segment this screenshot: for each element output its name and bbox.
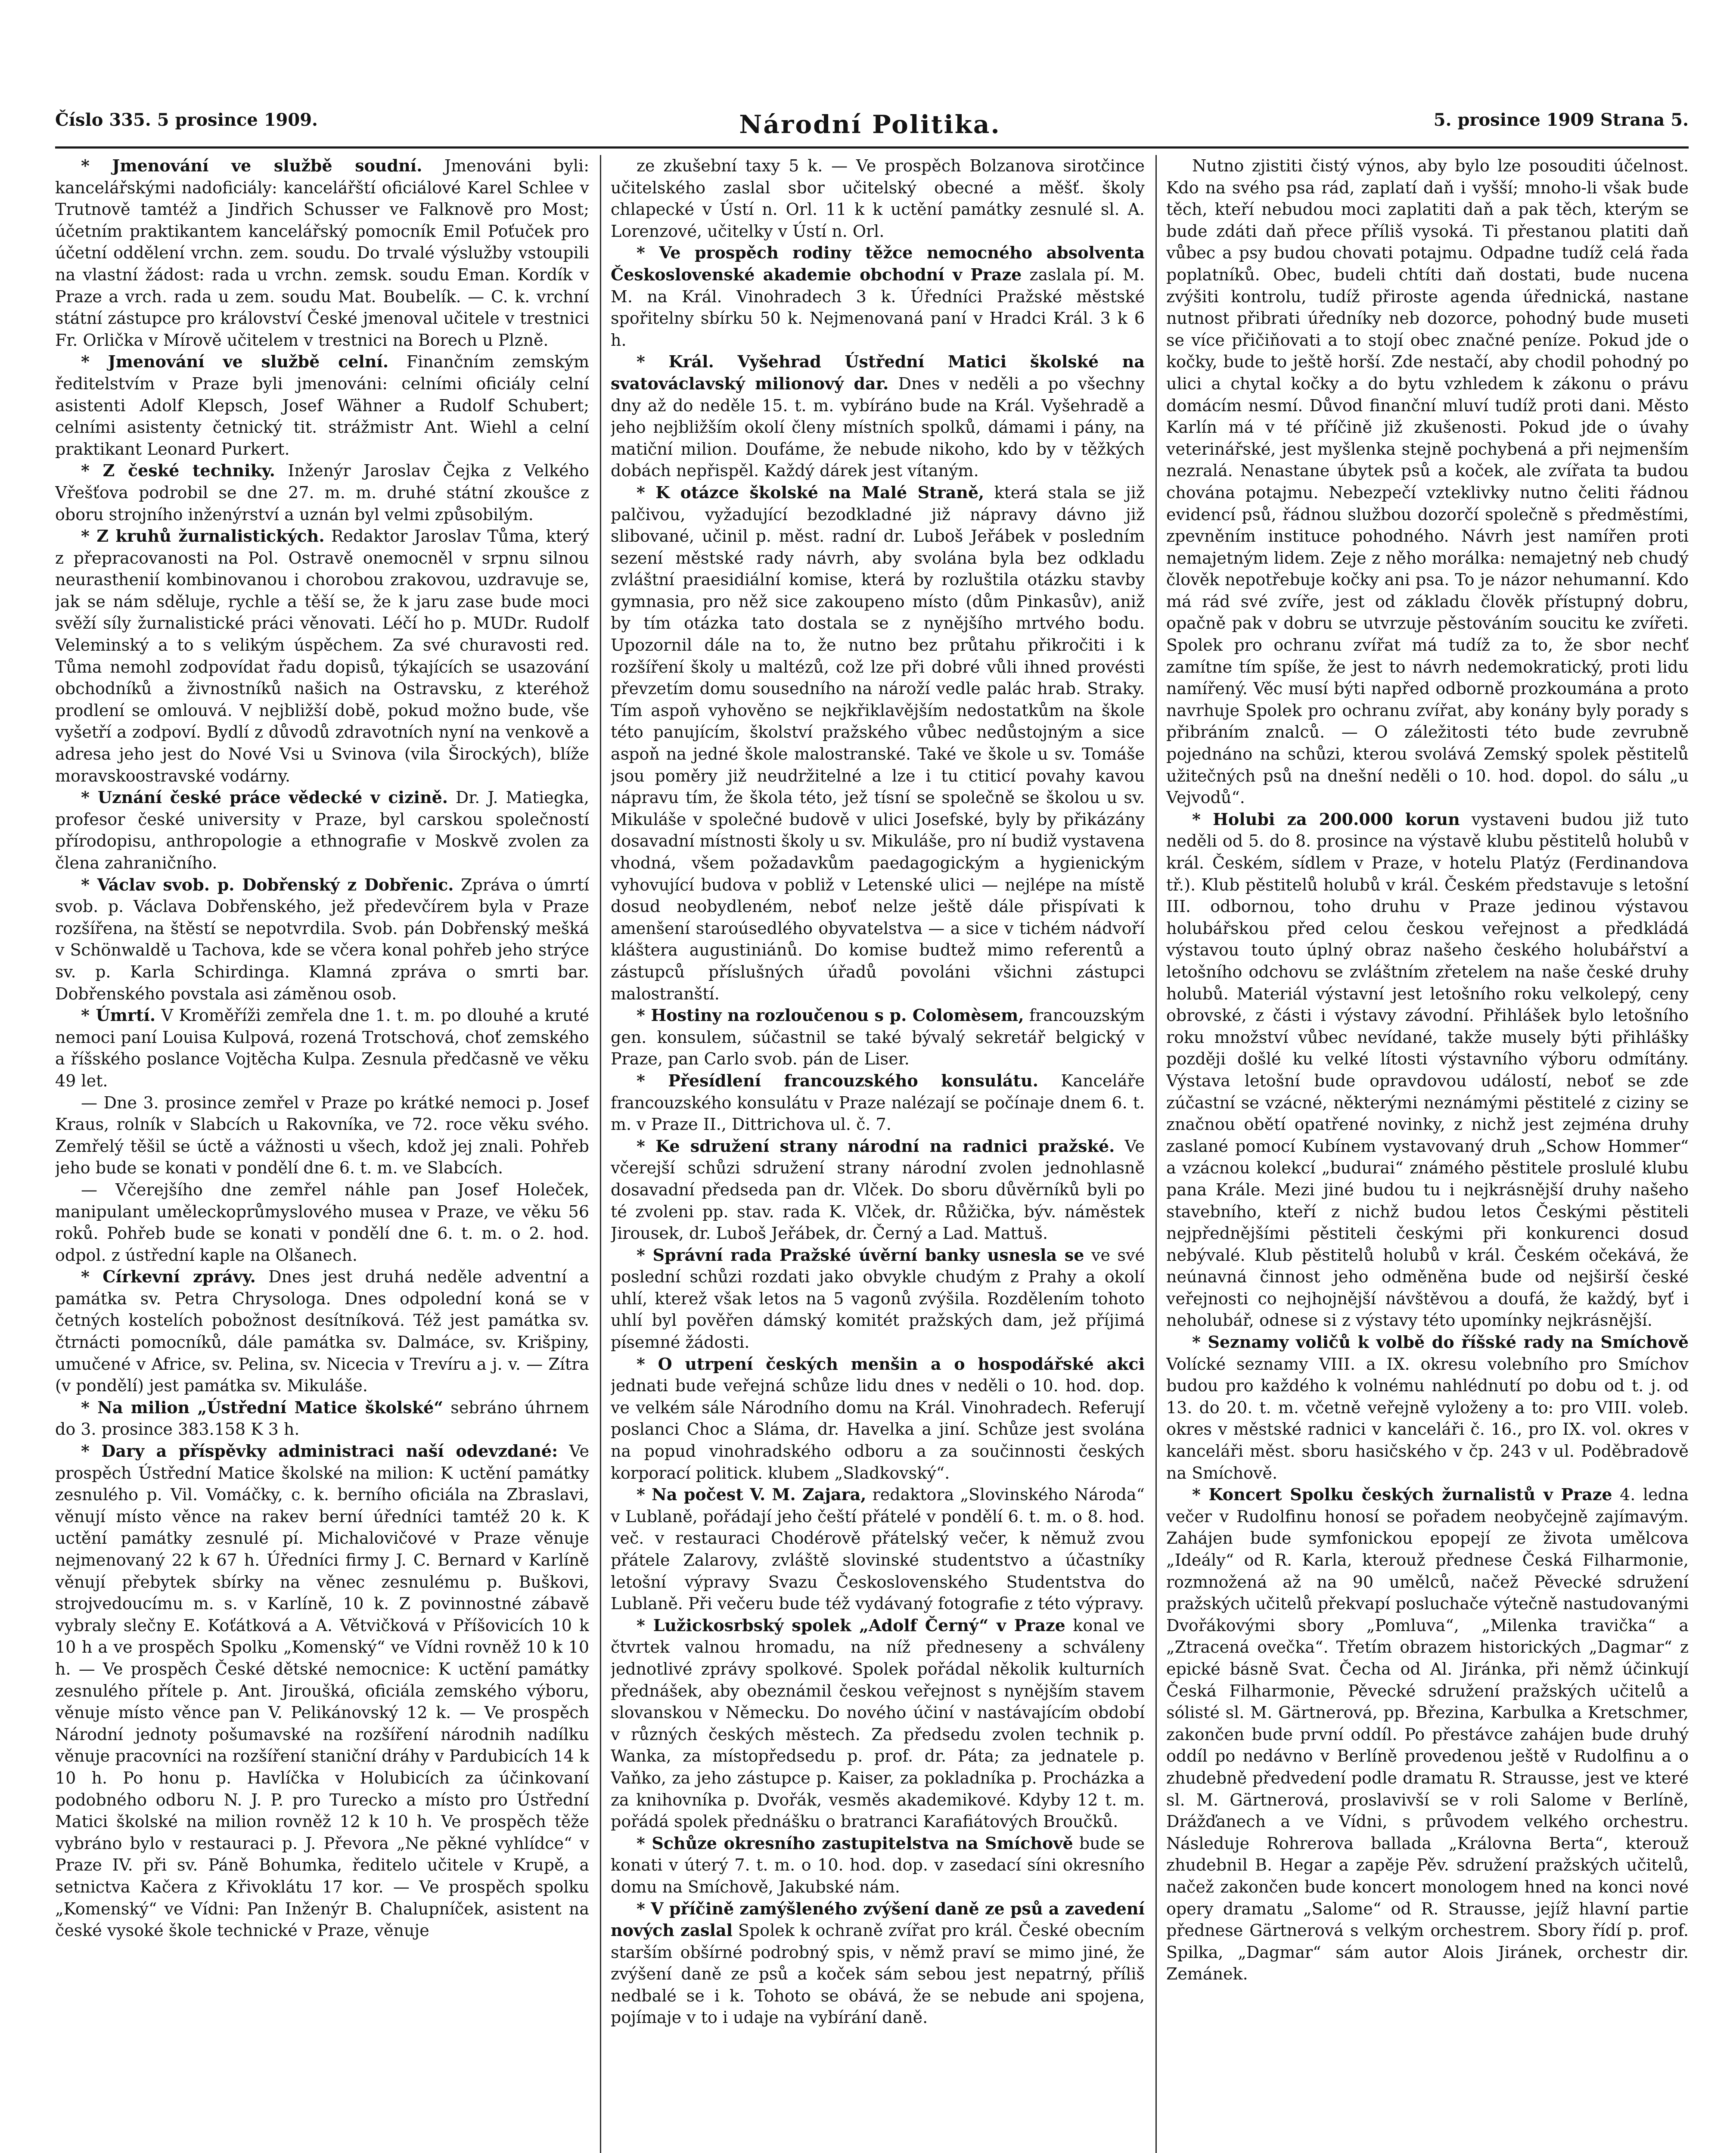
article-headline: * Z české techniky. — [81, 461, 275, 481]
article-paragraph — [1166, 1331, 1689, 1484]
article-headline: * Z kruhů žurnalistických. — [81, 526, 325, 546]
article-headline: * Hostiny na rozloučenou s p. Colomèsem, — [637, 1005, 1024, 1025]
article-text: Redaktor Jaroslav Tůma, který z přepracovanosti na Pol. Ostravě onemocněl v srpnu silnou neurasthenií kombinovanou i chorobou zrakovou, uzdravuje se, jak se nám sděluje, rychle a těší se, že k jaru zase bude moci svěží síly žurnalistické práci věnovati. Léčí ho p. MUDr. Rudolf Veleminský a to s velikým úspěchem. Za své churavosti red. Tůma nemohl zodpovídat řadu dopisů, týkajících se usazování obchodníků a živnostníků našich na Ostravsku, z kteréhož prodlení se omlouvá. V nejbližší době, pokud možno bude, vše vyšetří a zodpoví. Bydlí z důvodů zdravotních nyní na venkově a adresa jeho jest do Nové Vsi u Svinova (vila Širockých), blíže moravskoostravské vodárny. — [55, 527, 589, 785]
article-text: Spolek k ochraně zvířat pro král. České obecním starším obšírné podrobný spis, v němž praví se mimo jiné, že zvýšení daně ze psů a koček sám sebou jest nepatrný, příliš nedbalé se i k. Tohoto se obává, že se nebude ani spojena, pojímaje v to i udaje na vybírání daně. — [611, 1921, 1145, 2027]
article-paragraph — [55, 1005, 589, 1092]
article-text: jednati bude veřejná schůze lidu dnes v neděli o 10. hod. dop. ve velkém sále Národního domu na Král. Vinohradech. Referují poslanci Choc a Sláma, dr. Havelka a jiní. Schůze jest svolána na popud vinohradského odboru a za součinnosti českých korporací politick. klubem „Sladkovský“. — [611, 1376, 1145, 1483]
article-paragraph — [55, 460, 589, 525]
article-text: ze zkušební taxy 5 k. — Ve prospěch Bolzanova sirotčince učitelského zaslal sbor učitelský obecné a měšť. školy chlapecké v Ústí n. Orl. 11 k k uctění památky zesnulé sl. A. Lorenzové, učitelky v Ústí n. Orl. — [611, 156, 1145, 241]
article-paragraph — [611, 1833, 1145, 1898]
article-headline: * Lužickosrbský spolek „Adolf Černý“ v Praze — [637, 1615, 1065, 1635]
article-headline: * Holubi za 200.000 korun — [1192, 809, 1460, 829]
article-text: francouzským gen. konsulem, súčastnil se také bývalý sekretář belgický v Praze, pan Carlo svob. pán de Liser. — [611, 1006, 1145, 1069]
article-text: Dnes jest druhá neděle adventní a památka sv. Petra Chrysologa. Dnes odpolední koná se v četných kostelích pobožnost desítníková. Též jest památka sv. čtrnácti pomocníků, dále památka sv. Dalmáce, sv. Krišpiny, umučené v Africe, sv. Pelina, sv. Nicecia v Trevíru a j. v. — Zítra (v pondělí) jest památka sv. Mikuláše. — [55, 1267, 589, 1396]
article-paragraph — [55, 1179, 589, 1266]
article-text: která stala se již palčivou, vyžadující bezodkladné již nápravy dávno již slibované, učinil p. měst. radní dr. Luboš Jeřábek v posledním sezení městské rady návrh, aby svolána byla bez odkladu zvláštní praesidiální komise, která by rozluštila otázku stavby gymnasia, pro něž sice zakoupeno místo (dům Pinkasův), aniž by tím otázka tato dostala se z nynějšího mrtvého bodu. Upozornil dále na to, že nutno bez průtahu přikročiti i k rozšíření školy u maltézů, což lze při dobré vůli ihned provésti převzetím domu sousedního na nároží vedle palác hrab. Straky. Tím aspoň vyhověno se nejkřiklavějším nedostatkům na škole této panujícím, školství pražského vůbec nedůstojným a sice aspoň na jedné škole malostranské. Také ve škole u sv. Tomáše jsou poměry již neudržitelné a lze i tu ctiticí povahy kavou nápravu tím, že škola této, jež tísní se společně se školou u sv. Mikuláše v společné budově v ulici Josefské, byly by přikázány dosavadní místnosti školy u sv. Mikuláše, pro ní budiž vystavena vhodná, všem požadavkům paedagogickým a hygienickým vyhovující budova v pobliž v Letenské ulici — nejlépe na místě dosud neobydleném, neboť nelze ještě dále přispívati k amenšení staroúsedlého obyvatelstva — a sice v tichém nádvoří kláštera augustiniánů. Do komise budtež mimo referentů a zástupců příslušných úřadů povoláni všichni zástupci malostranští. — [611, 483, 1145, 1003]
article-headline: * Král. Vyšehrad Ústřední Matici školské na svatováclavský milionový dar. — [611, 352, 1145, 393]
article-paragraph — [1166, 1484, 1689, 1985]
article-headline: * V příčině zamýšleného zvýšení daně ze psů a zavedení nových zaslal — [611, 1899, 1145, 1940]
article-text: Jmenováni byli: kancelářskými nadoficiály: kancelářští oficiálové Karel Schlee v Trutnově tamtéž a Jindřich Schusser ve Falknově pro Most; účetním praktikantem kancelářský pomocník Emil Poťuček pro účetní oddělení vrchn. zem. soudu. Do trvalé výslužby vstoupili na vlastní žádost: rada u vrchn. zemsk. soudu Eman. Kordík v Praze a vrch. rada u zem. soudu Mat. Boubelík. — C. k. vrchní státní zástupce pro království České jmenoval učitele v trestnici Fr. Orlička v Mírově učitelem v trestnici na Borech u Plzně. — [55, 156, 589, 350]
article-headline: * Na milion „Ústřední Matice školské“ — [81, 1397, 444, 1417]
article-headline: * Jmenování ve službě celní. — [81, 352, 389, 372]
article-paragraph — [611, 1484, 1145, 1615]
article-text: 4. ledna večer v Rudolfinu honosí se pořadem neobyčejně zajímavým. Zahájen bude symfonickou epopejí ze života umělcova „Ideály“ od R. Karla, kterouž přednese Česká Filharmonie, rozmnožená až na 90 umělců, načež Pěvecké sdružení pražských učitelů překvapí posluchače výtečně nastudovanými Dvořákovými sbory „Pomluva“, „Milenka travička“ a „Ztracená ovečka“. Třetím obrazem historických „Dagmar“ z epické básně Svat. Čecha od Al. Jiránka, při němž účinkují Česká Filharmonie, Pěvecké sdružení pražských učitelů a sólisté sl. M. Gärtnerová, pp. Březina, Karbulka a Kretschmer, zakončen bude první oddíl. Po přestávce zahájen bude druhý oddíl po nedávno v Berlíně provedenou ještě v Rudolfinu a o zhudebně předvedení podle dramatu R. Strausse, jest ve které sl. M. Gärtnerová, proslavivší se v roli Salome v Berlíně, Drážďanech a ve Vídni, s průvodem velkého orchestru. Následuje Rohrerova ballada „Královna Berta“, kterouž zhudebnil B. Hegar a zapěje Pěv. sdružení pražských učitelů, načež zakončen bude koncert monologem hned na konci nové opery dramatu „Salome“ od R. Strausse, jejíž hlavní partie přednese Gärtnerová s velkým orchestrem. Sbory řídí p. prof. Spilka, „Dagmar“ sám autor Alois Jiránek, orchestr dir. Zemánek. — [1166, 1485, 1689, 1984]
masthead-title: Národní Politika. — [739, 110, 1001, 139]
article-paragraph — [55, 1092, 589, 1179]
article-headline: * Na počest V. M. Zajara, — [637, 1485, 866, 1505]
article-paragraph — [55, 1397, 589, 1440]
article-text: Ve včerejší schůzi sdružení strany národní zvolen jednohlasně dosavadní předseda pan dr. Vlček. Do sboru důvěrníků byli po té zvoleni pp. stav. rada K. Vlček, dr. Růžička, býv. náměstek Jirousek, dr. Luboš Jeřábek, dr. Černý a Lad. Mattuš. — [611, 1136, 1145, 1243]
article-text: konal ve čtvrtek valnou hromadu, na níž předneseny a schváleny jednotlivé zprávy spolkové. Spolek pořádal několik kulturních přednášek, aby obeznámil českou veřejnost s nynějším stavem slovanskou v Německu. Do nového účiní v nastávajícím období v různých českých městech. Za předsedu zvolen technik p. Wanka, za místopředsedu p. prof. dr. Páta; za jednatele p. Vaňko, za jeho zástupce p. Kaiser, za pokladníka p. Procházka a za knihovníka p. Dvořák, vesměs akademikové. Kdyby 12 t. m. pořádá spolek přednášku o bratranci Karafiátových Broučků. — [611, 1616, 1145, 1831]
article-headline: * Koncert Spolku českých žurnalistů v Praze — [1192, 1485, 1612, 1505]
article-text: — Dne 3. prosince zemřel v Praze po krátké nemoci p. Josef Kraus, rolník v Slabcích u Rakovníka, ve 72. roce věku svého. Zemřelý těšil se úctě a vážnosti u všech, kdož jej znali. Pohřeb jeho bude se konati v pondělí dne 6. t. m. ve Slabcích. — [55, 1093, 589, 1178]
header-issue-date: Číslo 335. 5 prosince 1909. — [55, 110, 318, 130]
article-text: Dr. J. Matiegka, profesor české university v Praze, byl carskou společností přírodopisu, anthropologie a ethnografie v Moskvě zvolen za člena zahraničního. — [55, 788, 589, 872]
article-text: vystaveni budou již tuto neděli od 5. do 8. prosince na výstavě klubu pěstitelů holubů v král. Českém, sídlem v Praze, v hotelu Platýz (Ferdinandova tř.). Klub pěstitelů holubů v král. Českém představuje s letošní III. odbornou, toho druhu v Praze jedinou výstavou holubářskou před celou českou veřejnost a předkládá výstavou touto úplný obraz našeho českého holubářství a letošního odchovu se zvláštním zřetelem na naše české druhy holubů. Materiál výstavní jest letošního roku velkolepý, ceny obrovské, z části i výstavy závodní. Přihlášek bylo letošního roku množství vůbec nevídané, takže musely býti přihlášky později došlé ku velké lítosti výstavního výboru odmítány. Výstava letošní bude opravdovou událostí, neboť se zde zúčastní se vzácné, některými neznámými pěstitelé z ciziny se značnou obětí opatřené novinky, z nichž jest zejména druhy zaslané pomocí Kubínem vystavovaný druh „Schow Hommer“ a vzácnou kolekcí „budurai“ známého pěstitele proslulé klubu pana Krále. Mezi jiné budou tu i nejkrásnější druhy našeho stavebního, kteří z nichž budou letos Českými pěstiteli nejpřednějšími pěstiteli českými při konkurenci dosud nebývalé. Klub pěstitelů holubů v král. Českém očekává, že neúnavná činnost jeho odměněna bude od nejširší české veřejnosti co nejhojnější návštěvou a doufá, že každý, byť i neholubář, odnese si z výstavy této upomínky nejkrásnější. — [1166, 810, 1689, 1330]
article-text: Volícké seznamy VIII. a IX. okresu volebního pro Smíchov budou pro každého k volnému nahlédnutí po dobu od t. j. od 13. do 20. t. m. včetně veřejně vyloženy a to: pro VIII. voleb. okres v městské radnici v kanceláři č. 16., pro IX. vol. okres v kanceláři měst. sboru hasičského v čp. 243 v ul. Poděbradově na Smíchově. — [1166, 1354, 1689, 1483]
article-headline: * Jmenování ve službě soudní. — [81, 156, 422, 175]
article-text: Zpráva o úmrtí svob. p. Václava Dobřenského, jež předevčírem byla v Praze rozšířena, na štěstí se nepotvrdila. Svob. pán Dobřenský mešká v Schönwaldě u Tachova, kde se včera konal pohřeb jeho strýce sv. p. Karla Schirdinga. Klamná zpráva o smrti bar. Dobřenského povstala asi záměnou osob. — [55, 875, 589, 1003]
article-headline: * O utrpení českých menšin a o hospodářské akci — [637, 1354, 1145, 1374]
article-text: bude se konati v úterý 7. t. m. o 10. hod. dop. v zasedací síni okresního domu na Smíchově, Jakubské nám. — [611, 1833, 1145, 1896]
article-text: V Kroměříži zemřela dne 1. t. m. po dlouhé a kruté nemoci paní Louisa Kulpová, rozená Trotschová, choť zemského a říšského poslance Vojtěcha Kulpa. Zesnula předčasně ve věku 49 let. — [55, 1006, 589, 1090]
article-headline: * Ke sdružení strany národní na radnici pražské. — [637, 1136, 1115, 1156]
column-2 — [611, 155, 1145, 2153]
article-text: zaslala pí. M. M. na Král. Vinohradech 3 k. Úředníci Pražské městské spořitelny sbírku 50 k. Nejmenovaná paní v Hradci Král. 3 k 6 h. — [611, 265, 1145, 350]
article-text: — Včerejšího dne zemřel náhle pan Josef Holeček, manipulant uměleckoprůmyslového musea v Praze, ve věku 56 roků. Pohřeb bude se konati v pondělí dne 6. t. m. o 2. hod. odpol. z ústřední kaple na Olšanech. — [55, 1180, 589, 1265]
article-text: Kanceláře francouzského konsulátu v Praze nalézají se počínaje dnem 6. t. m. v Praze II., Dittrichova ul. č. 7. — [611, 1071, 1145, 1134]
column-3 — [1166, 155, 1689, 2153]
article-text: Nutno zjistiti čistý výnos, aby bylo lze posouditi účelnost. Kdo na svého psa rád, zaplatí daň i vyšší; mnoho-li však bude těch, kteří nebudou moci zaplatiti daň a pak těch, kterým se bude zdáti daň přece příliš vysoká. Ti přestanou platiti daň vůbec a psy budou chovati potajmu. Odpadne tudíž celá řada poplatníků. Obec, budeli chtíti daň dostati, bude nucena zvýšiti kontrolu, tudíž přiroste agenda úřednická, nastane nutnost přibrati úředníky neb dozorce, pohodný bude museti se více přičiňovati a to stojí obec značné peníze. Pokud jde o kočky, bude to ještě horší. Zde nestačí, aby chodil pohodný po ulici a chytal kočky a do bytu vzhledem k zákonu o právu domácím nesmí. Důvod finanční mluví tudíž proti dani. Město Karlín má v té příčině již zkušenosti. Pokud jde o úvahy veterinářské, jest myšlenka stejně pochybená a při nejmenším nezralá. Nenastane úbytek psů a koček, ale zvířata ta budou chována potajmu. Nebezpečí vzteklivky nutno čeliti řádnou evidencí psů, řádnou službou dozorčí společně s předměstími, zpevněním instituce pohodného. Návrh jest namířen proti nemajetným lidem. Zeje z něho morálka: nemajetný neb chudý člověk nepotřebuje kočky ani psa. To je názor nehumanní. Kdo má rád své zvíře, jest od základu člověk přístupný dobru, opačně pak v dobru se utvrzuje pěstováním soucitu ke zvířeti. Spolek pro ochranu zvířat má tudíž za to, že sbor nechť zamítne tím spíše, že jest to návrh nedemokratický, proti lidu namířený. Věc musí býti napřed odborně prozkoumána a proto navrhuje Spolek pro ochranu zvířat, aby konány byly porady s přibráním znalců. — O záležitosti této bude zevrubně pojednáno na schůzi, kterou svolává Zemský spolek pěstitelů užitečných psů na dnešní neděli o 10. hod. dopol. do sálu „u Vejvodů“. — [1166, 156, 1689, 807]
article-paragraph — [611, 155, 1145, 242]
column-1 — [55, 155, 589, 2153]
article-headline: * Schůze okresního zastupitelstva na Smíchově — [637, 1833, 1073, 1853]
article-paragraph — [611, 1898, 1145, 2029]
article-paragraph — [55, 874, 589, 1005]
article-paragraph — [55, 525, 589, 787]
column-divider-2 — [1155, 155, 1157, 2153]
article-paragraph — [611, 1135, 1145, 1244]
article-text: sebráno úhrnem do 3. prosince 383.158 K 3 h. — [55, 1398, 589, 1439]
article-headline: * Správní rada Pražské úvěrní banky usnesla se — [637, 1245, 1084, 1265]
article-paragraph — [611, 242, 1145, 351]
article-paragraph — [611, 1005, 1145, 1070]
header-rule — [55, 146, 1689, 149]
article-paragraph — [1166, 155, 1689, 809]
article-paragraph — [55, 787, 589, 874]
article-text: Inženýr Jaroslav Čejka z Velkého Vřešťova podrobil se dne 27. m. m. druhé státní zkoušce z oboru strojního inženýrství a uznán byl velmi způsobilým. — [55, 461, 589, 524]
column-divider-1 — [600, 155, 601, 2153]
article-headline: * Přesídlení francouzského konsulátu. — [637, 1070, 1038, 1090]
article-paragraph — [55, 1440, 589, 1942]
article-paragraph — [55, 351, 589, 460]
article-headline: * K otázce školské na Malé Straně, — [637, 482, 984, 502]
article-paragraph — [55, 155, 589, 351]
article-text: ve své poslední schůzi rozdati jako obvykle chudým z Prahy a okolí uhlí, kterež však letos na 5 vagonů zvýšila. Rozdělením tohoto uhlí byl pověřen dámský komitét pražských dam, jež příjimá písemné žádosti. — [611, 1245, 1145, 1352]
article-headline: * Úmrtí. — [81, 1005, 156, 1025]
article-text: Ve prospěch Ústřední Matice školské na milion: K uctění památky zesnulého p. Vil. Vomáčky, c. k. berního oficiála na Zbraslavi, věnují místo věnce na rakev berní úředníci tamtéž 20 k. K uctění památky zesnulé pí. Michalovičové v Praze věnuje nejmenovaný 22 k 67 h. Úředníci firmy J. C. Bernard v Karlíně věnují přebytek sbírky na věnec zesnulému p. Buškovi, strojvedoucímu m. s. v Karlíně, 10 k. Z povinnostné zábavě vybraly slečny E. Koťátková a A. Větvičková v Příšovicích 10 k 10 h a ve prospěch Spolku „Komenský“ ve Vídni rovněž 10 k 10 h. — Ve prospěch České dětské nemocnice: K uctění památky zesnulého přítele p. Ant. Jiroušká, oficiála zemského výboru, věnuje místo věnce pan V. Pelikánovský 12 k. — Ve prospěch Národní jednoty pošumavské na rozšíření národnih nadílku věnuje pracovníci na rozšíření staniční dráhy v Pardubicích 14 k 10 h. Po honu p. Havlíčka v Holubicích za účinkovaní podobného odboru N. J. P. pro Turecko a místo pro Ústřední Matici školské na milion rovněž 12 k 10 h. Ve prospěch těže vybráno bylo v restauraci p. J. Převora „Ne pěkné vyhlídce“ v Praze IV. při sv. Páně Bohumka, ředitelo učitele v Krupě, a setnictva Kačera z Křivoklátu 17 kor. — Ve prospěch spolku „Komenský“ ve Vídni: Pan Inženýr B. Chalupníček, asistent na české vysoké škole technické v Praze, věnuje — [55, 1442, 589, 1940]
article-headline: * Církevní zprávy. — [81, 1267, 256, 1287]
article-text: Dnes v neděli a po všechny dny až do neděle 15. t. m. vybíráno bude na Král. Vyšehradě a jeho nejbližším okolí členy místních spolků, dámami i pány, na matiční milion. Doufáme, že nebude nikoho, kdo by v těžkých dobách nepřispěl. Každý dárek jest vítaným. — [611, 374, 1145, 481]
article-paragraph — [611, 482, 1145, 1005]
article-headline: * Václav svob. p. Dobřenský z Dobřenic. — [81, 875, 454, 894]
article-headline: * Uznání české práce vědecké v cizině. — [81, 788, 448, 807]
article-headline: * Seznamy voličů k volbě do říšské rady na Smíchově — [1192, 1332, 1689, 1352]
article-paragraph — [611, 1615, 1145, 1833]
article-paragraph — [611, 1070, 1145, 1135]
article-paragraph — [611, 1244, 1145, 1353]
article-headline: * Ve prospěch rodiny těžce nemocného absolventa Československé akademie obchodní v Praze — [611, 243, 1145, 284]
article-text: redaktora „Slovinského Národa“ v Lublaně, pořádají jeho čeští přátelé v pondělí 6. t. m. o 8. hod. več. v restauraci Chodérově přátelský večer, k němuž zvou přátele Zalarovy, zvláště slovinské studentstvo a účastníky letošní výpravy Svazu Československého Studentstva do Lublaně. Při večeru bude též vydávaný fotografie z této výpravy. — [611, 1485, 1145, 1613]
article-paragraph — [611, 351, 1145, 482]
article-paragraph — [611, 1353, 1145, 1484]
article-headline: * Dary a příspěvky administraci naší odevzdané: — [81, 1441, 558, 1461]
article-paragraph — [1166, 809, 1689, 1331]
article-paragraph — [55, 1266, 589, 1397]
header-page-number: 5. prosince 1909 Strana 5. — [1433, 110, 1689, 130]
article-text: Finančním zemským ředitelstvím v Praze byli jmenováni: celními oficiály celní asistenti Adolf Klepsch, Josef Wähner a Rudolf Schubert; celními asistenty četnický tit. strážmistr Ant. Wiehl a celní praktikant Leonard Purkert. — [55, 352, 589, 459]
